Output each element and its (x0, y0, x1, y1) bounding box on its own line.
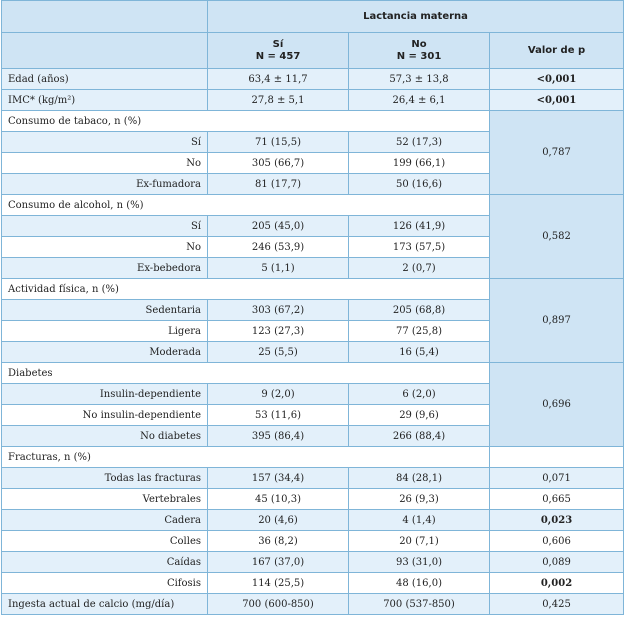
section-p-value: 0,897 (490, 279, 624, 363)
section-p-value: 0,787 (490, 111, 624, 195)
row-label: Ex-fumadora (2, 174, 208, 195)
value-si: 205 (45,0) (208, 216, 349, 237)
row-label: Todas las fracturas (2, 468, 208, 489)
value-no: 199 (66,1) (349, 153, 490, 174)
row-label: Ex-bebedora (2, 258, 208, 279)
row-label: Edad (años) (2, 69, 208, 90)
value-si: 114 (25,5) (208, 573, 349, 594)
value-no: 57,3 ± 13,8 (349, 69, 490, 90)
section-title: Diabetes (2, 363, 490, 384)
row-label: Sí (2, 132, 208, 153)
value-si: 45 (10,3) (208, 489, 349, 510)
table-row (2, 489, 624, 510)
row-label: No (2, 153, 208, 174)
value-si: 71 (15,5) (208, 132, 349, 153)
column-header-no-label: No (411, 38, 427, 50)
value-no: 266 (88,4) (349, 426, 490, 447)
value-si: 9 (2,0) (208, 384, 349, 405)
header-empty-cell (2, 33, 208, 69)
p-value: 0,665 (490, 489, 624, 510)
p-value: <0,001 (490, 90, 624, 111)
column-header-no (349, 33, 490, 69)
row-label: Cifosis (2, 573, 208, 594)
empty-cell (490, 447, 624, 468)
row-label: IMC* (kg/m²) (2, 90, 208, 111)
column-header-p: Valor de p (490, 33, 624, 69)
value-no: 2 (0,7) (349, 258, 490, 279)
section-p-value: 0,696 (490, 363, 624, 447)
row-label: Cadera (2, 510, 208, 531)
value-no: 52 (17,3) (349, 132, 490, 153)
value-si: 303 (67,2) (208, 300, 349, 321)
row-label: No insulin-dependiente (2, 405, 208, 426)
column-header-si (208, 33, 349, 69)
p-value: 0,023 (490, 510, 624, 531)
section-title: Fracturas, n (%) (2, 447, 490, 468)
table-row (2, 552, 624, 573)
value-si: 5 (1,1) (208, 258, 349, 279)
value-si: 700 (600-850) (208, 594, 349, 615)
section-p-value: 0,582 (490, 195, 624, 279)
table-row (2, 468, 624, 489)
header-row-columns (2, 33, 624, 69)
data-table (1, 0, 624, 615)
table-row (2, 90, 624, 111)
value-si: 246 (53,9) (208, 237, 349, 258)
column-header-si-label: Sí (272, 38, 284, 50)
value-si: 123 (27,3) (208, 321, 349, 342)
row-label: Ligera (2, 321, 208, 342)
value-no: 93 (31,0) (349, 552, 490, 573)
group-title: Lactancia materna (208, 1, 624, 33)
value-no: 26 (9,3) (349, 489, 490, 510)
value-si: 81 (17,7) (208, 174, 349, 195)
value-si: 36 (8,2) (208, 531, 349, 552)
row-label: No (2, 237, 208, 258)
value-no: 173 (57,5) (349, 237, 490, 258)
table-row (2, 531, 624, 552)
row-label: Moderada (2, 342, 208, 363)
value-si: 25 (5,5) (208, 342, 349, 363)
section-title: Actividad física, n (%) (2, 279, 490, 300)
row-label: Ingesta actual de calcio (mg/día) (2, 594, 208, 615)
section-title: Consumo de tabaco, n (%) (2, 111, 490, 132)
section-header-row (2, 111, 624, 132)
value-si: 305 (66,7) (208, 153, 349, 174)
column-header-si-n: N = 457 (255, 50, 301, 62)
value-si: 167 (37,0) (208, 552, 349, 573)
value-no: 6 (2,0) (349, 384, 490, 405)
p-value: 0,002 (490, 573, 624, 594)
value-no: 29 (9,6) (349, 405, 490, 426)
row-label: Sí (2, 216, 208, 237)
column-header-no-n: N = 301 (396, 50, 442, 62)
value-no: 50 (16,6) (349, 174, 490, 195)
p-value: 0,089 (490, 552, 624, 573)
value-si: 157 (34,4) (208, 468, 349, 489)
value-si: 395 (86,4) (208, 426, 349, 447)
table-row (2, 510, 624, 531)
header-row-group (2, 1, 624, 33)
row-label: Sedentaria (2, 300, 208, 321)
value-no: 4 (1,4) (349, 510, 490, 531)
value-no: 20 (7,1) (349, 531, 490, 552)
section-header-row (2, 363, 624, 384)
value-no: 84 (28,1) (349, 468, 490, 489)
value-no: 16 (5,4) (349, 342, 490, 363)
p-value: 0,425 (490, 594, 624, 615)
row-label: No diabetes (2, 426, 208, 447)
value-no: 77 (25,8) (349, 321, 490, 342)
header-empty-cell (2, 1, 208, 33)
value-si: 20 (4,6) (208, 510, 349, 531)
row-label: Caídas (2, 552, 208, 573)
table-row (2, 573, 624, 594)
p-value: <0,001 (490, 69, 624, 90)
section-title: Consumo de alcohol, n (%) (2, 195, 490, 216)
value-no: 126 (41,9) (349, 216, 490, 237)
value-si: 53 (11,6) (208, 405, 349, 426)
value-no: 205 (68,8) (349, 300, 490, 321)
table-row (2, 69, 624, 90)
p-value: 0,071 (490, 468, 624, 489)
value-no: 700 (537-850) (349, 594, 490, 615)
row-label: Colles (2, 531, 208, 552)
value-si: 63,4 ± 11,7 (208, 69, 349, 90)
row-label: Insulin-dependiente (2, 384, 208, 405)
value-no: 48 (16,0) (349, 573, 490, 594)
row-label: Vertebrales (2, 489, 208, 510)
value-no: 26,4 ± 6,1 (349, 90, 490, 111)
value-si: 27,8 ± 5,1 (208, 90, 349, 111)
section-header-row (2, 447, 624, 468)
section-header-row (2, 195, 624, 216)
p-value: 0,606 (490, 531, 624, 552)
table-row (2, 594, 624, 615)
section-header-row (2, 279, 624, 300)
